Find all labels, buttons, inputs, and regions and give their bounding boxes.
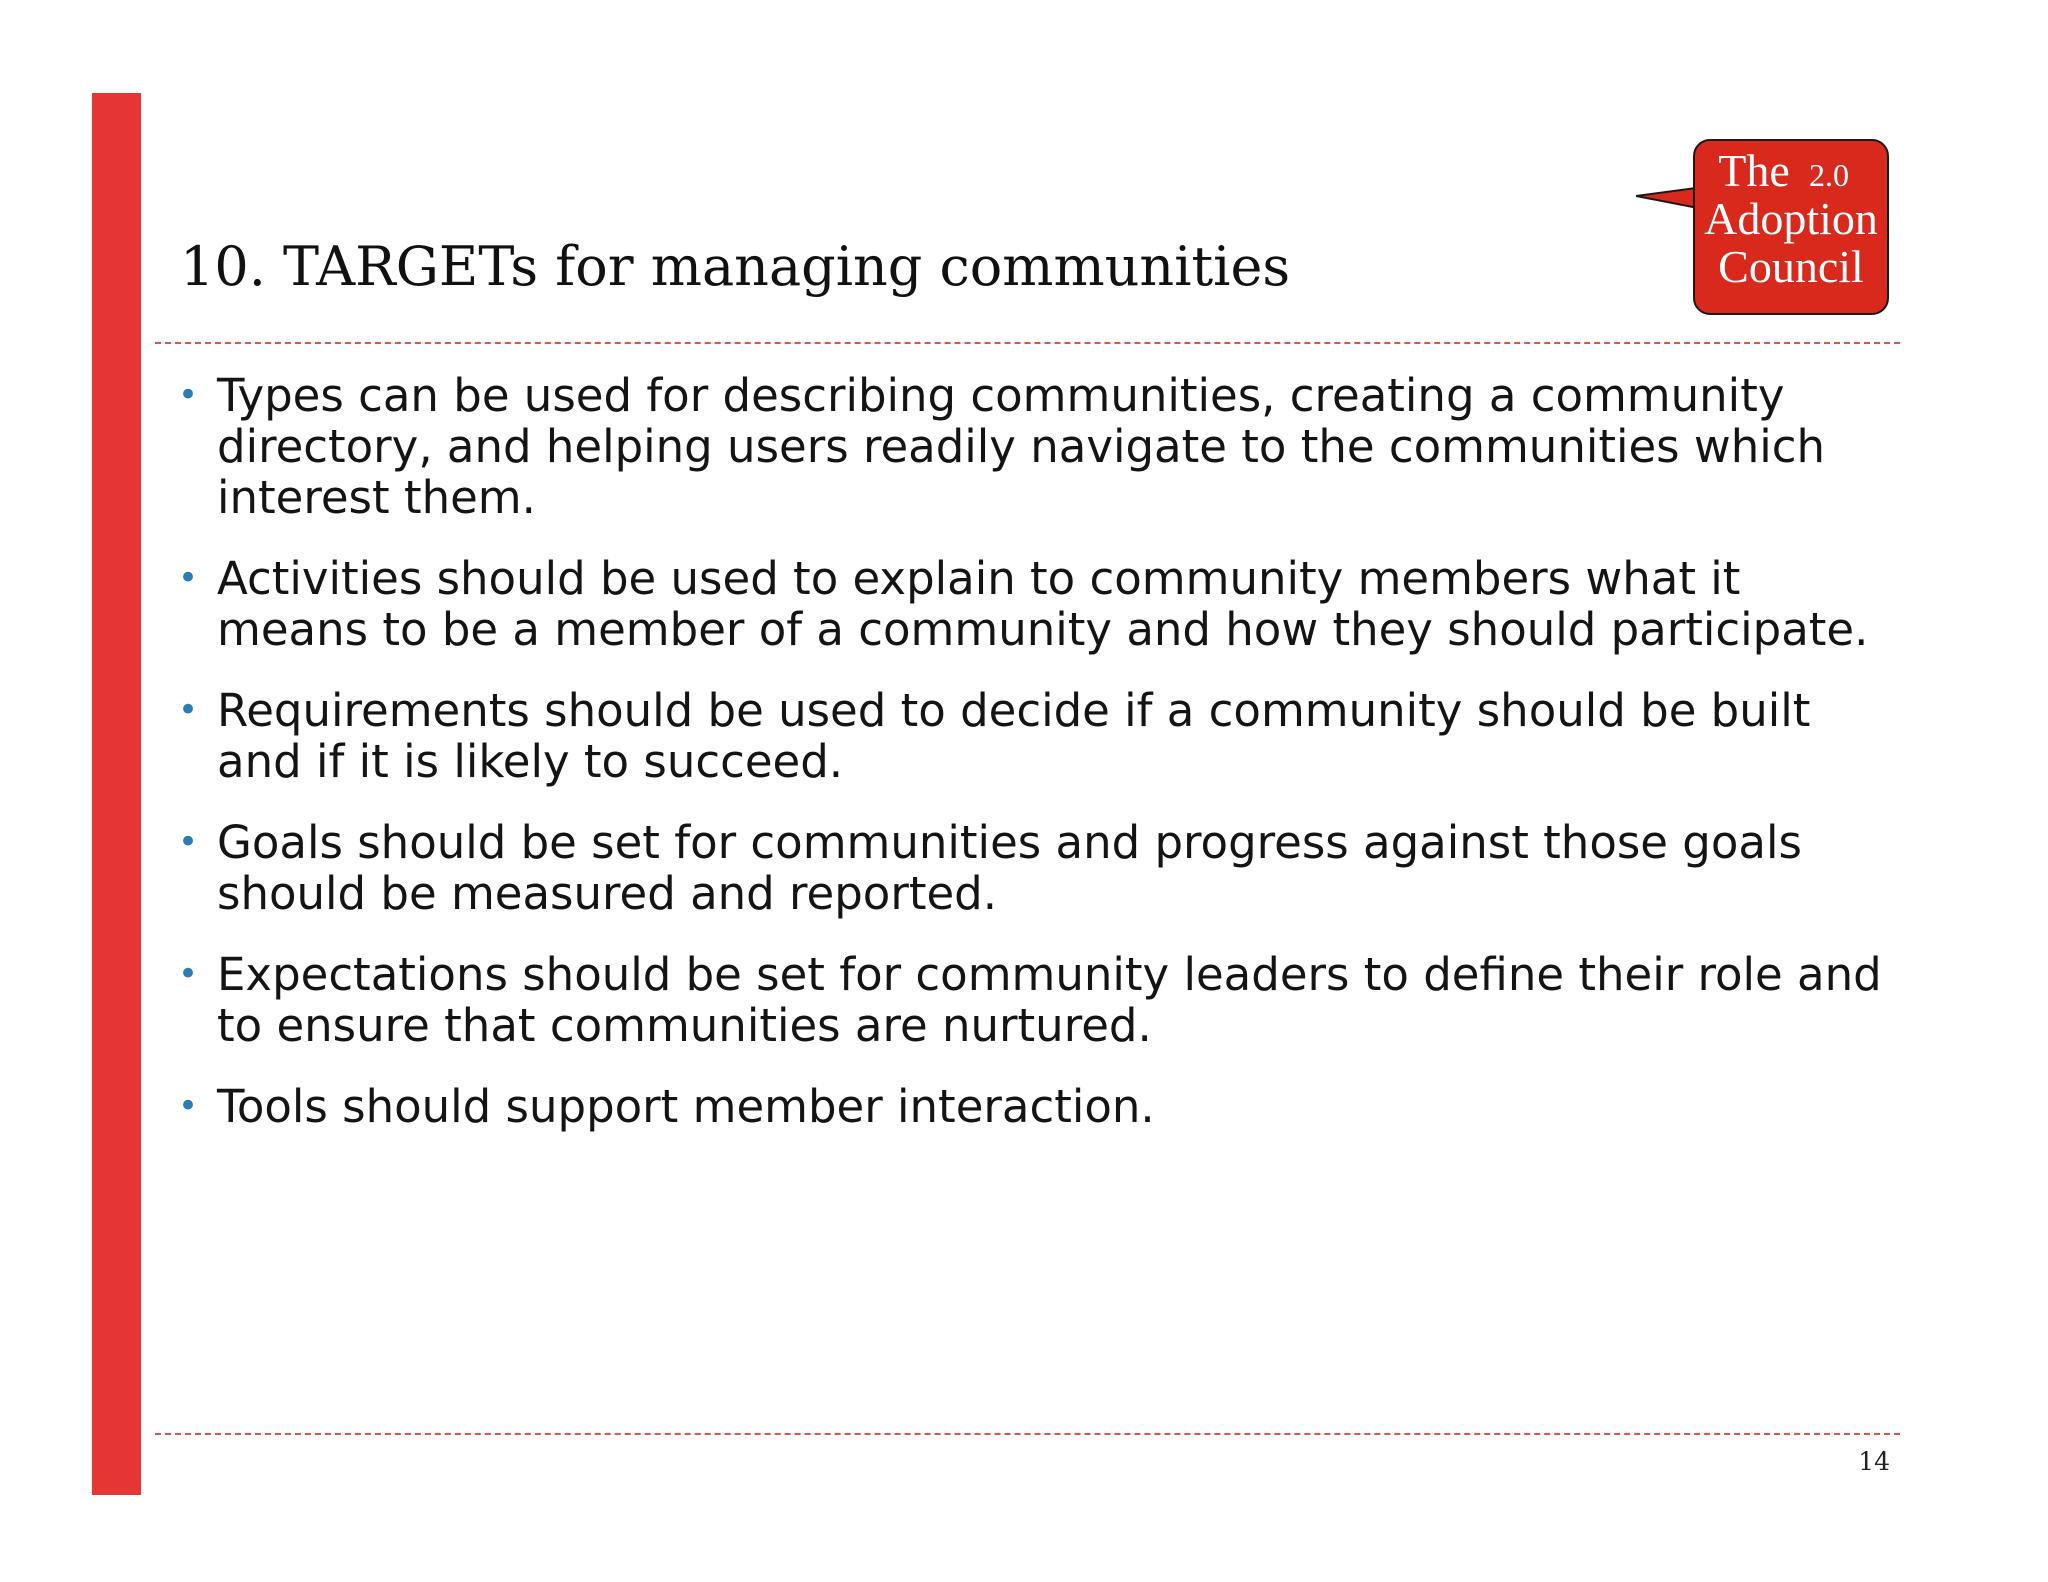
bullet-text: Activities should be used to explain to community members what it means to be a member of a community and how they should participate. xyxy=(217,552,1869,656)
logo-line-the: The xyxy=(1718,145,1790,196)
bullet-item-goals xyxy=(178,817,1898,919)
bullet-item-activities xyxy=(178,553,1898,655)
logo-line-council: Council xyxy=(1718,241,1864,292)
bullet-item-tools xyxy=(178,1081,1898,1132)
bullet-text: Goals should be set for communities and progress against those goals should be measured and reported. xyxy=(217,816,1802,920)
bullet-item-requirements xyxy=(178,685,1898,787)
bullet-text: Expectations should be set for community leaders to define their role and to ensure that communities are nurtured. xyxy=(217,948,1882,1052)
slide-title: 10. TARGETs for managing communities xyxy=(180,235,1291,298)
bullet-dot-icon: • xyxy=(178,690,199,730)
bullet-text: Requirements should be used to decide if a community should be built and if it is likely to succeed. xyxy=(217,684,1811,788)
bottom-dashed-divider xyxy=(155,1433,1900,1435)
bullet-dot-icon: • xyxy=(178,558,199,598)
bullet-item-types xyxy=(178,370,1898,523)
logo-line-2-0: 2.0 xyxy=(1809,157,1849,193)
page-number: 14 xyxy=(1858,1447,1890,1476)
bullet-list xyxy=(178,370,1898,1162)
bullet-dot-icon: • xyxy=(178,1086,199,1126)
bullet-dot-icon: • xyxy=(178,954,199,994)
bullet-dot-icon: • xyxy=(178,822,199,862)
speech-bubble-tail xyxy=(1636,188,1698,208)
adoption-council-logo xyxy=(1636,138,1890,318)
bullet-text: Types can be used for describing communities, creating a community directory, and helping users readily navigate to the communities which interest them. xyxy=(217,369,1826,524)
top-dashed-divider xyxy=(155,342,1900,344)
left-accent-bar xyxy=(92,93,141,1495)
bullet-dot-icon: • xyxy=(178,375,199,415)
bullet-item-expectations xyxy=(178,949,1898,1051)
logo-line-adoption: Adoption xyxy=(1704,193,1878,244)
bullet-text: Tools should support member interaction. xyxy=(217,1080,1155,1133)
